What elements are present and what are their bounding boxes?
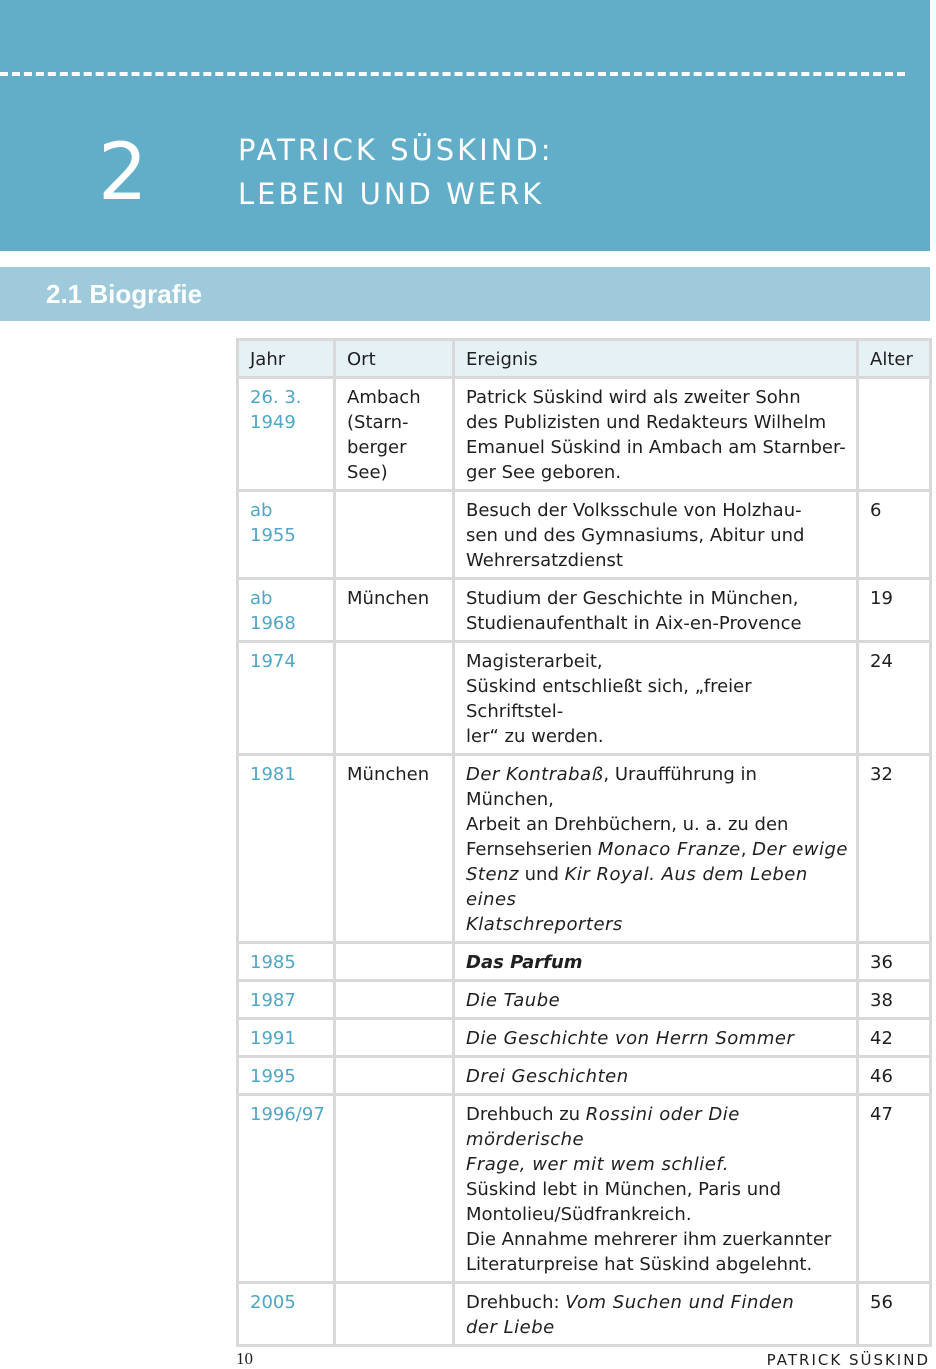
year-line: 1987	[250, 990, 296, 1011]
event-text: Rossini oder Die mörderische	[466, 1104, 740, 1150]
event-text: Die Annahme mehrerer ihm zuerkannter	[466, 1229, 832, 1250]
table-header-row	[238, 340, 931, 378]
year-cell	[238, 1019, 335, 1057]
event-text: Studienaufenthalt in Aix-en-Provence	[466, 613, 802, 634]
year-cell	[238, 642, 335, 755]
table-row	[238, 1283, 931, 1346]
place-line: München	[347, 588, 430, 609]
age-cell: 46	[858, 1057, 931, 1095]
event-line	[466, 1064, 848, 1089]
place-line: Ambach	[347, 387, 421, 408]
page-number: 10	[236, 1349, 253, 1368]
event-text: Süskind lebt in München, Paris und	[466, 1179, 781, 1200]
place-cell	[335, 1019, 454, 1057]
event-line	[466, 523, 848, 548]
year-cell	[238, 579, 335, 642]
year-line: 1996/97	[250, 1104, 325, 1125]
event-line	[466, 1202, 848, 1227]
year-line: 26. 3.	[250, 387, 302, 408]
place-cell	[335, 1095, 454, 1283]
year-line: 1949	[250, 412, 296, 433]
event-text: Monaco Franze	[597, 839, 741, 860]
event-cell	[454, 1057, 858, 1095]
event-text: Emanuel Süskind in Ambach am Starnber-	[466, 437, 846, 458]
year-line: 2005	[250, 1292, 296, 1313]
event-line	[466, 410, 848, 435]
chapter-number: 2	[98, 128, 148, 218]
year-line: ab	[250, 500, 273, 521]
event-text: sen und des Gymnasiums, Abitur und	[466, 525, 805, 546]
event-text: Magisterarbeit,	[466, 651, 603, 672]
chapter-title-line-1: PATRICK SÜSKIND:	[238, 133, 554, 167]
table-row	[238, 943, 931, 981]
event-text: des Publizisten und Redakteurs Wilhelm	[466, 412, 827, 433]
event-line	[466, 724, 848, 749]
dashed-rule	[0, 72, 905, 76]
table-row	[238, 755, 931, 943]
age-cell: 38	[858, 981, 931, 1019]
event-cell	[454, 981, 858, 1019]
event-line	[466, 586, 848, 611]
event-cell	[454, 1283, 858, 1346]
year-line: 1985	[250, 952, 296, 973]
year-cell	[238, 1057, 335, 1095]
event-line	[466, 912, 848, 937]
table-row	[238, 579, 931, 642]
event-text: , Uraufführung in München,	[466, 764, 757, 810]
event-text: Drehbuch zu	[466, 1104, 586, 1125]
year-cell	[238, 491, 335, 579]
year-cell	[238, 1095, 335, 1283]
event-line	[466, 862, 848, 912]
table-row	[238, 1019, 931, 1057]
event-line	[466, 1152, 848, 1177]
event-line	[466, 950, 848, 975]
age-cell: 42	[858, 1019, 931, 1057]
event-text: Literaturpreise hat Süskind abgelehnt.	[466, 1254, 813, 1275]
event-text: Kir Royal. Aus dem Leben eines	[466, 864, 808, 910]
event-line	[466, 812, 848, 837]
event-line	[466, 498, 848, 523]
year-cell	[238, 943, 335, 981]
age-cell: 47	[858, 1095, 931, 1283]
event-cell	[454, 491, 858, 579]
event-text: ,	[740, 839, 753, 860]
event-line	[466, 674, 848, 724]
event-cell	[454, 1019, 858, 1057]
event-text: Montolieu/Südfrankreich.	[466, 1204, 692, 1225]
biography-table	[236, 338, 932, 1347]
event-text: Drei Geschichten	[466, 1066, 629, 1087]
event-text: Süskind entschließt sich, „freier Schriftstel-	[466, 676, 752, 722]
event-line	[466, 1102, 848, 1152]
event-text: Studium der Geschichte in München,	[466, 588, 799, 609]
place-cell	[335, 642, 454, 755]
event-line	[466, 988, 848, 1013]
place-cell	[335, 981, 454, 1019]
age-cell: 56	[858, 1283, 931, 1346]
event-text: Patrick Süskind wird als zweiter Sohn	[466, 387, 801, 408]
year-line: 1991	[250, 1028, 296, 1049]
event-line	[466, 548, 848, 573]
age-cell: 19	[858, 579, 931, 642]
event-text: Der Kontrabaß	[466, 764, 604, 785]
event-cell	[454, 1095, 858, 1283]
place-cell	[335, 755, 454, 943]
year-line: 1995	[250, 1066, 296, 1087]
event-text: und	[518, 864, 565, 885]
year-line: ab	[250, 588, 273, 609]
table-row	[238, 642, 931, 755]
event-line	[466, 1252, 848, 1277]
year-line: 1974	[250, 651, 296, 672]
event-line	[466, 385, 848, 410]
chapter-title	[238, 128, 554, 216]
year-cell	[238, 981, 335, 1019]
place-line: See)	[347, 462, 388, 483]
place-cell	[335, 491, 454, 579]
place-line: (Starn-	[347, 412, 409, 433]
event-text: Die Geschichte von Herrn Sommer	[466, 1028, 795, 1049]
year-cell	[238, 755, 335, 943]
event-text: Klatschreporters	[466, 914, 623, 935]
event-cell	[454, 378, 858, 491]
table-row	[238, 378, 931, 491]
age-cell: 36	[858, 943, 931, 981]
header-event: Ereignis	[454, 340, 858, 378]
event-text: der Liebe	[466, 1317, 555, 1338]
table-body	[238, 378, 931, 1346]
year-cell	[238, 378, 335, 491]
place-cell	[335, 579, 454, 642]
event-cell	[454, 579, 858, 642]
header-place: Ort	[335, 340, 454, 378]
event-line	[466, 1290, 848, 1315]
event-line	[466, 1315, 848, 1340]
event-line	[466, 435, 848, 460]
table-row	[238, 981, 931, 1019]
age-cell: 24	[858, 642, 931, 755]
chapter-title-line-2: LEBEN UND WERK	[238, 177, 545, 211]
header-year: Jahr	[238, 340, 335, 378]
chapter-header-band	[0, 0, 930, 251]
place-cell	[335, 943, 454, 981]
event-line	[466, 1177, 848, 1202]
age-cell: 6	[858, 491, 931, 579]
section-title: 2.1 Biografie	[46, 279, 203, 309]
event-text: Arbeit an Drehbüchern, u. a. zu den	[466, 814, 789, 835]
event-text: ler“ zu werden.	[466, 726, 604, 747]
year-line: 1968	[250, 613, 296, 634]
event-line	[466, 1227, 848, 1252]
year-line: 1981	[250, 764, 296, 785]
place-line: München	[347, 764, 430, 785]
event-text: Fernsehserien	[466, 839, 598, 860]
event-text: Das Parfum	[466, 952, 583, 973]
event-cell	[454, 755, 858, 943]
table-row	[238, 1095, 931, 1283]
event-text: Wehrersatzdienst	[466, 550, 623, 571]
running-head: PATRICK SÜSKIND	[766, 1351, 930, 1369]
place-line: berger	[347, 437, 407, 458]
age-cell	[858, 378, 931, 491]
event-text: Die Taube	[466, 990, 561, 1011]
age-cell: 32	[858, 755, 931, 943]
year-cell	[238, 1283, 335, 1346]
event-line	[466, 762, 848, 812]
place-cell	[335, 1283, 454, 1346]
event-cell	[454, 642, 858, 755]
place-cell	[335, 378, 454, 491]
header-age: Alter	[858, 340, 931, 378]
event-text: Der ewige	[752, 839, 848, 860]
event-line	[466, 460, 848, 485]
table-row	[238, 491, 931, 579]
event-line	[466, 649, 848, 674]
event-text: Drehbuch:	[466, 1292, 566, 1313]
event-text: Frage, wer mit wem schlief.	[466, 1154, 730, 1175]
event-line	[466, 837, 848, 862]
event-text: Vom Suchen und Finden	[565, 1292, 795, 1313]
event-text: ger See geboren.	[466, 462, 622, 483]
table-row	[238, 1057, 931, 1095]
event-text: Stenz	[466, 864, 519, 885]
event-line	[466, 1026, 848, 1051]
year-line: 1955	[250, 525, 296, 546]
event-cell	[454, 943, 858, 981]
event-line	[466, 611, 848, 636]
event-text: Besuch der Volksschule von Holzhau-	[466, 500, 802, 521]
place-cell	[335, 1057, 454, 1095]
